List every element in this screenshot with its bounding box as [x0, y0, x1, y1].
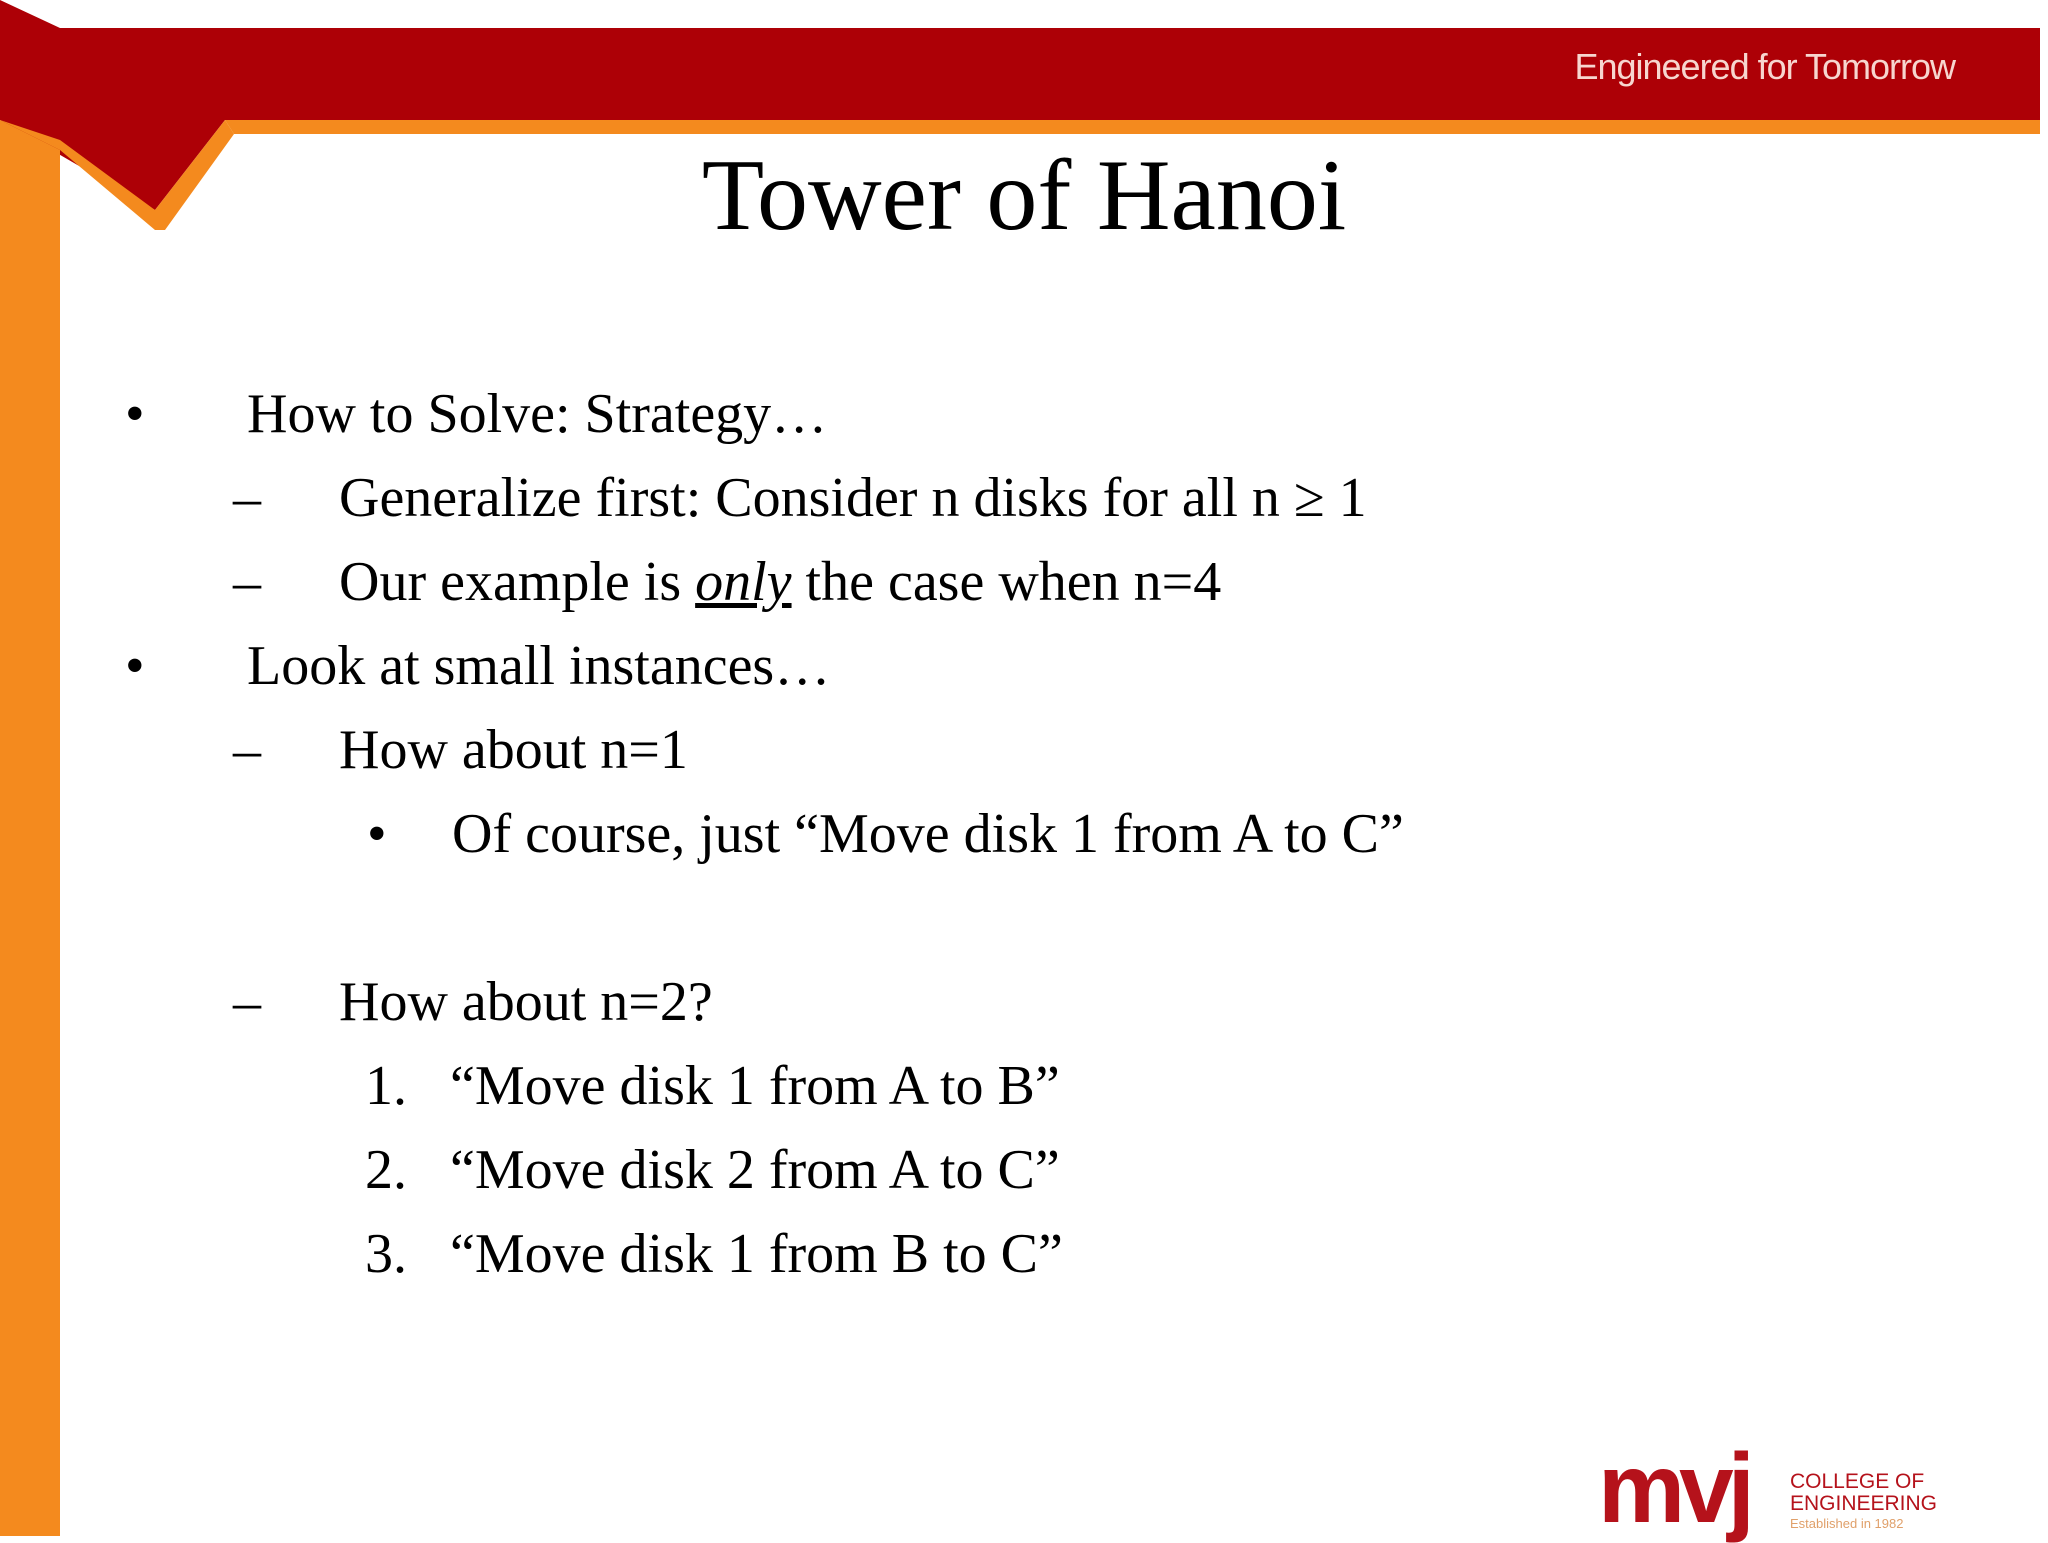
logo-line-established: Established in 1982 — [1790, 1516, 1904, 1531]
number-marker: 1. — [365, 1055, 407, 1117]
dash-marker: – — [233, 719, 261, 781]
number-marker: 3. — [365, 1223, 407, 1285]
logo-line-college: COLLEGE OF — [1790, 1470, 1925, 1493]
dash-text-after: the case when n=4 — [791, 551, 1222, 613]
dash-text: Generalize first: Consider n disks for all n ≥ 1 — [339, 467, 1367, 529]
logo-line-engineering: ENGINEERING — [1790, 1492, 1938, 1515]
number-marker: 2. — [365, 1139, 407, 1201]
bullet-marker: • — [125, 635, 145, 697]
sub-bullet-text: Of course, just “Move disk 1 from A to C” — [452, 803, 1404, 865]
emphasis-text: only — [695, 551, 792, 613]
dash-marker: – — [233, 551, 261, 613]
dash-marker: – — [233, 467, 261, 529]
dash-marker: – — [233, 971, 261, 1033]
bullet-text: Look at small instances… — [247, 635, 831, 697]
left-orange-bar — [0, 120, 60, 1536]
dash-text — [339, 550, 1221, 614]
slide-title: Tower of Hanoi — [701, 139, 1347, 252]
dash-text-before: Our example is — [339, 551, 696, 613]
bullet-marker: • — [125, 383, 145, 445]
dash-text: How about n=1 — [339, 719, 688, 781]
header-orange-stripe — [225, 120, 2040, 134]
college-logo — [1598, 1433, 1938, 1543]
sub-bullet-marker: • — [367, 803, 387, 865]
numbered-text: “Move disk 1 from B to C” — [450, 1223, 1063, 1285]
header-tagline: Engineered for Tomorrow — [1574, 46, 1955, 87]
numbered-text: “Move disk 2 from A to C” — [450, 1139, 1060, 1201]
numbered-text: “Move disk 1 from A to B” — [450, 1055, 1060, 1117]
dash-text: How about n=2? — [339, 971, 713, 1033]
bullet-text: How to Solve: Strategy… — [247, 383, 828, 445]
logo-mark: mvj — [1598, 1433, 1749, 1543]
